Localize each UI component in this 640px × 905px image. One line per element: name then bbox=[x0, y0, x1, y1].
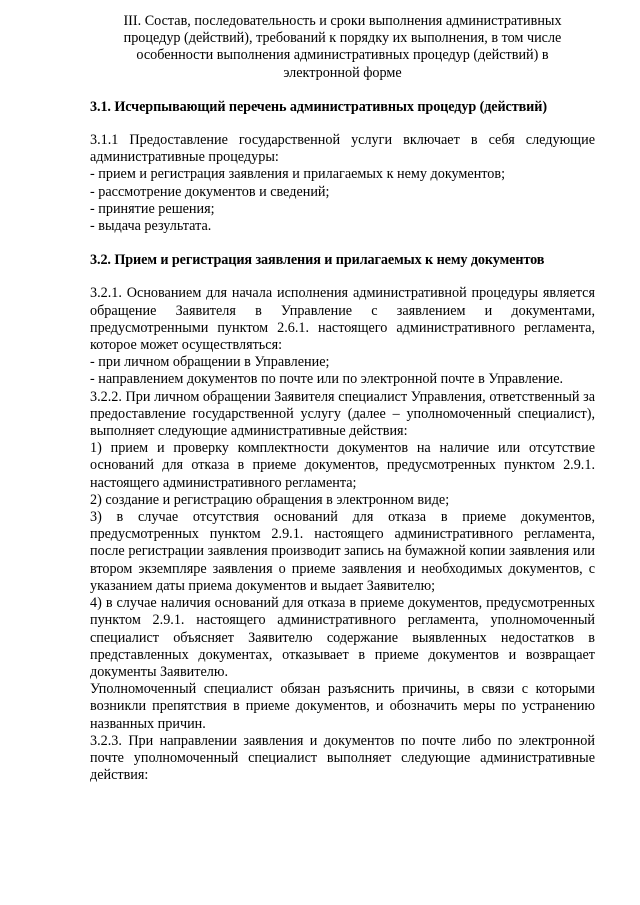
list-item: - принятие решения; bbox=[90, 200, 215, 217]
paragraph-3-2-3: 3.2.3. При направлении заявления и документов по почте либо по электронной почте уполномоченный специалист выполняет следующие административные действия: bbox=[90, 732, 595, 784]
list-item: - прием и регистрация заявления и прилагаемых к нему документов; bbox=[90, 166, 506, 183]
paragraph-3-2-1: 3.2.1. Основанием для начала исполнения административной процедуры является обращение Заявителя в Управление с заявлением и документами, предусмотренными пунктом 2.6.1. настоящего административного регламента, которое может осуществляться: bbox=[90, 285, 595, 354]
list-item: - выдача результата. bbox=[90, 218, 212, 235]
list-item: 1) прием и проверку комплектности документов на наличие или отсутствие оснований для отказа в приеме документов, предусмотренных пунктом 2.9.1. настоящего административного регламента; bbox=[90, 440, 595, 491]
document-page bbox=[90, 13, 595, 784]
chapter-title: III. Состав, последовательность и сроки выполнения административных процедур (действий), требований к порядку их выполнения, в том числе особенности выполнения административных процедур (действий) в электронной форме bbox=[123, 13, 562, 81]
list-item: - направлением документов по почте или по электронной почте в Управление. bbox=[90, 371, 564, 388]
list-item: - при личном обращении в Управление; bbox=[90, 354, 330, 371]
list-item: 3) в случае отсутствия оснований для отказа в приеме документов, предусмотренных пунктом 2.9.1. настоящего административного регламента, после регистрации заявления производит запись на бумажной копии заявления или втором экземпляре заявления о приеме заявления и необходимых документов, с указанием даты приема документов и выдает Заявителю; bbox=[90, 509, 595, 594]
paragraph-3-2-2: 3.2.2. При личном обращении Заявителя специалист Управления, ответственный за предоставление государственной услугу (далее – уполномоченный специалист), выполняет следующие административные действия: bbox=[90, 388, 595, 440]
list-item: 2) создание и регистрацию обращения в электронном виде; bbox=[90, 491, 450, 508]
list-item: - рассмотрение документов и сведений; bbox=[90, 183, 330, 200]
paragraph-obligation: Уполномоченный специалист обязан разъяснить причины, в связи с которыми возникли препятствия в приеме документов, и обозначить меры по устранению названных причин. bbox=[90, 681, 595, 732]
list-item: 4) в случае наличия оснований для отказа в приеме документов, предусмотренных пунктом 2.9.1. настоящего административного регламента, уполномоченный специалист объясняет Заявителю содержание выявленных недостатков в представленных документах, отказывает в приеме документов и возвращает документы Заявителю. bbox=[90, 595, 595, 680]
section-heading-3-2: 3.2. Прием и регистрация заявления и прилагаемых к нему документов bbox=[90, 252, 545, 269]
paragraph-3-1-1: 3.1.1 Предоставление государственной услуги включает в себя следующие административные процедуры: bbox=[90, 132, 595, 166]
section-heading-3-1: 3.1. Исчерпывающий перечень административных процедур (действий) bbox=[90, 98, 547, 115]
